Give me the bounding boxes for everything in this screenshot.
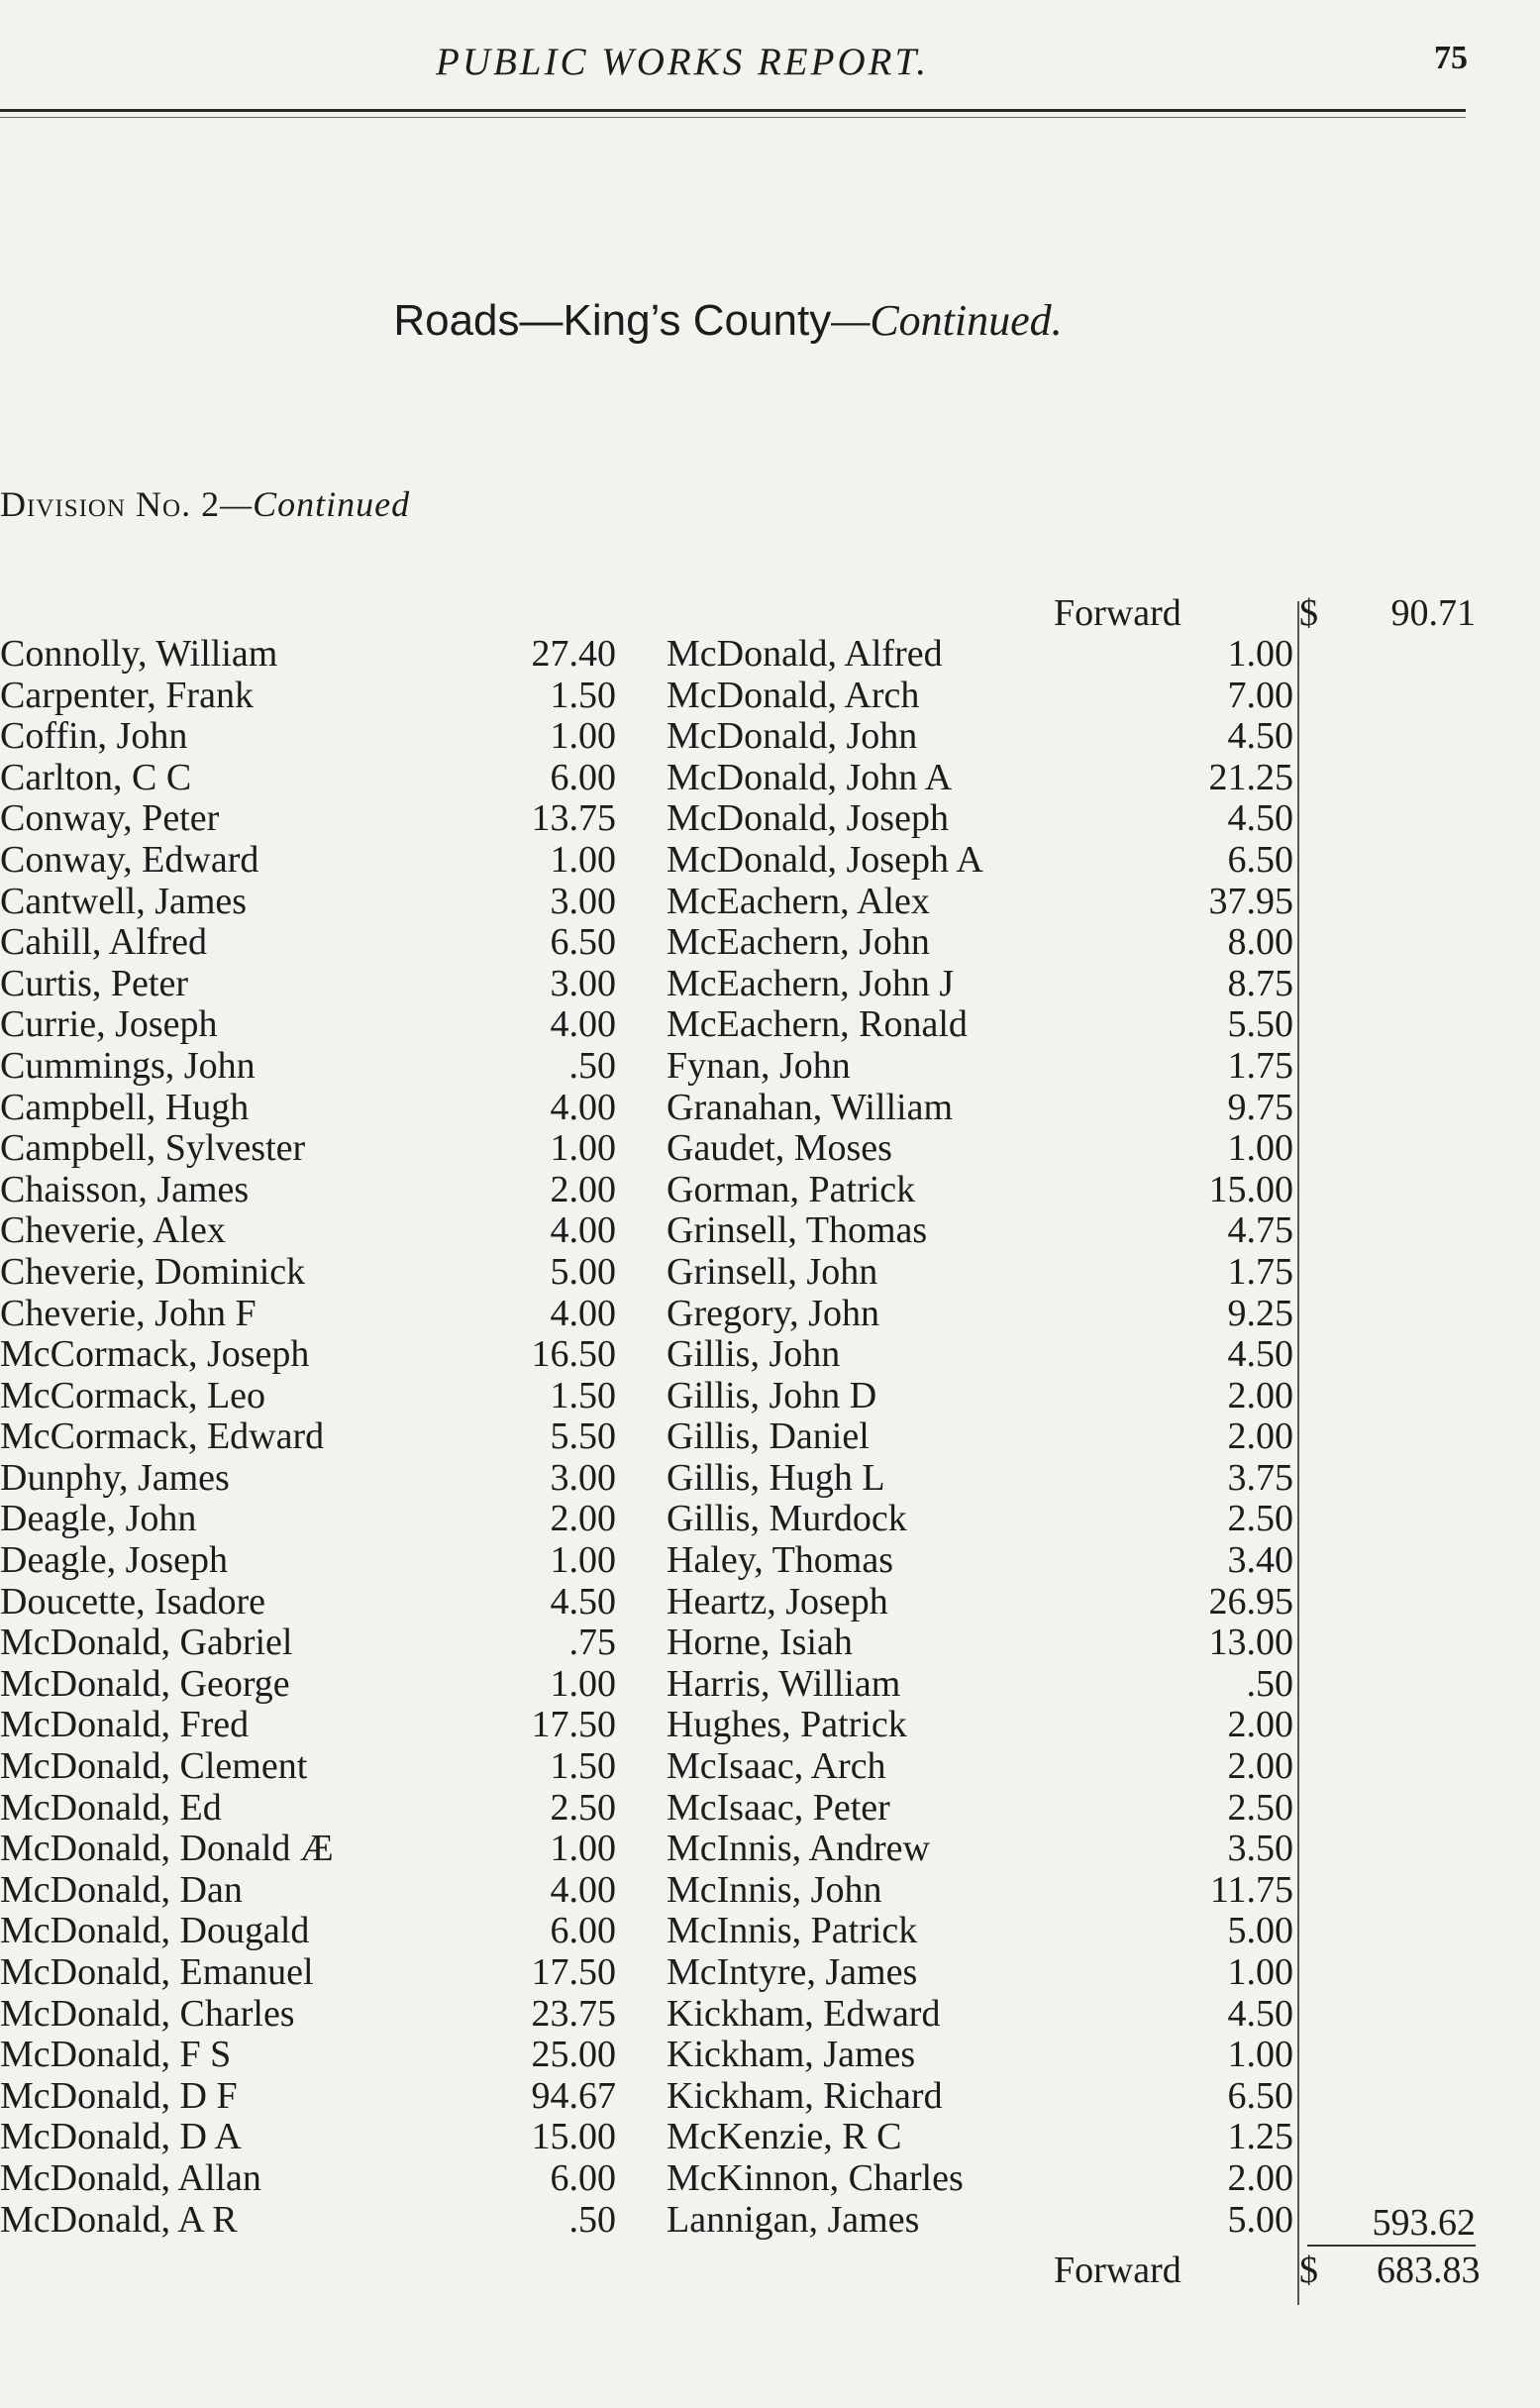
right-name: Lannigan, James xyxy=(667,2198,920,2241)
right-amount: 3.50 xyxy=(1227,1828,1293,1870)
right-name: McDonald, John xyxy=(667,715,918,758)
left-amount: .75 xyxy=(568,1622,616,1664)
left-name: McDonald, Dan xyxy=(0,1868,243,1911)
division-heading xyxy=(0,483,410,525)
left-amount: 6.00 xyxy=(550,1910,616,1952)
ledger-row xyxy=(0,1046,1540,1088)
left-amount: 1.00 xyxy=(550,1662,616,1705)
left-amount: .50 xyxy=(568,1044,616,1087)
left-name: McCormack, Joseph xyxy=(0,1333,310,1376)
ledger-row xyxy=(0,1746,1540,1788)
left-name: McDonald, Ed xyxy=(0,1786,222,1829)
ledger-row xyxy=(0,1210,1540,1252)
left-name: McDonald, Clement xyxy=(0,1745,308,1788)
left-name: McDonald, A R xyxy=(0,2198,238,2241)
ledger-row xyxy=(0,1664,1540,1706)
ledger-row xyxy=(0,2117,1540,2158)
ledger-row xyxy=(0,2158,1540,2200)
section-title xyxy=(0,295,1456,346)
ledger-row xyxy=(0,1705,1540,1746)
left-name: Carpenter, Frank xyxy=(0,674,254,716)
forward-amount: 90.71 xyxy=(1390,592,1476,634)
ledger-row xyxy=(0,1294,1540,1335)
right-name: McEachern, John xyxy=(667,921,930,964)
dollar-sign: $ xyxy=(1299,592,1318,634)
forward-carried xyxy=(0,2249,1540,2292)
left-name: McDonald, F S xyxy=(0,2034,232,2076)
total-rule xyxy=(1307,2245,1476,2247)
running-title: PUBLIC WORKS REPORT. xyxy=(436,41,929,83)
left-amount: 1.00 xyxy=(550,1828,616,1870)
ledger-row xyxy=(0,1376,1540,1417)
left-name: Cheverie, Dominick xyxy=(0,1250,306,1293)
right-name: Hughes, Patrick xyxy=(667,1704,907,1746)
left-name: McDonald, Donald Æ xyxy=(0,1828,334,1870)
left-amount: 4.00 xyxy=(550,1086,616,1128)
left-amount: 17.50 xyxy=(531,1951,616,1993)
forward-label: Forward xyxy=(1054,2250,1181,2291)
left-amount: 6.50 xyxy=(550,921,616,964)
right-amount: 9.75 xyxy=(1227,1086,1293,1128)
page-number: 75 xyxy=(1434,40,1468,76)
right-name: Gorman, Patrick xyxy=(667,1168,916,1210)
right-amount: 37.95 xyxy=(1208,880,1293,922)
right-amount: 8.75 xyxy=(1227,962,1293,1004)
right-amount: 7.00 xyxy=(1227,674,1293,716)
left-amount: 6.00 xyxy=(550,756,616,798)
right-name: McIsaac, Arch xyxy=(667,1745,886,1788)
left-amount: 1.50 xyxy=(550,1374,616,1416)
left-name: McDonald, Charles xyxy=(0,1992,295,2035)
left-name: Cahill, Alfred xyxy=(0,921,207,964)
right-name: McEachern, John J xyxy=(667,962,955,1004)
left-name: Chaisson, James xyxy=(0,1168,250,1210)
ledger-row xyxy=(0,882,1540,923)
left-name: McDonald, Dougald xyxy=(0,1910,310,1952)
left-amount: 6.00 xyxy=(550,2156,616,2199)
ledger-row xyxy=(0,1170,1540,1211)
right-amount: 26.95 xyxy=(1208,1580,1293,1623)
ledger-row xyxy=(0,1911,1540,1952)
left-amount: 25.00 xyxy=(531,2034,616,2076)
ledger-row xyxy=(0,1334,1540,1376)
left-amount: 2.50 xyxy=(550,1786,616,1829)
right-name: Horne, Isiah xyxy=(667,1622,853,1664)
running-head xyxy=(0,36,1540,95)
right-name: Kickham, Richard xyxy=(667,2074,943,2117)
ledger-row xyxy=(0,1458,1540,1500)
right-amount: 5.00 xyxy=(1227,1910,1293,1952)
right-amount: 5.00 xyxy=(1227,2198,1293,2241)
ledger-row xyxy=(0,798,1540,840)
right-amount: 2.00 xyxy=(1227,1374,1293,1416)
right-name: Grinsell, John xyxy=(667,1250,878,1293)
ledger-row xyxy=(0,2200,1540,2242)
right-amount: 13.00 xyxy=(1208,1622,1293,1664)
right-name: Gillis, Murdock xyxy=(667,1498,907,1540)
left-name: Cantwell, James xyxy=(0,880,248,922)
ledger-row xyxy=(0,676,1540,717)
forward-brought xyxy=(0,591,1540,635)
right-amount: 4.50 xyxy=(1227,1992,1293,2035)
ledger-row xyxy=(0,1952,1540,1994)
left-name: Dunphy, James xyxy=(0,1456,230,1499)
right-name: Gregory, John xyxy=(667,1292,879,1334)
right-amount: 1.00 xyxy=(1227,1127,1293,1170)
right-amount: 2.00 xyxy=(1227,1704,1293,1746)
header-rule-thin xyxy=(0,117,1466,118)
left-name: McDonald, D F xyxy=(0,2074,238,2117)
left-amount: 4.00 xyxy=(550,1292,616,1334)
right-name: Grinsell, Thomas xyxy=(667,1209,928,1252)
right-name: McInnis, John xyxy=(667,1868,882,1911)
left-amount: 94.67 xyxy=(531,2074,616,2117)
right-amount: 1.00 xyxy=(1227,2034,1293,2076)
left-name: McDonald, Gabriel xyxy=(0,1622,293,1664)
right-name: Haley, Thomas xyxy=(667,1539,894,1582)
right-name: Kickham, James xyxy=(667,2034,916,2076)
left-amount: 1.00 xyxy=(550,1539,616,1582)
left-name: McDonald, George xyxy=(0,1662,290,1705)
right-name: Gaudet, Moses xyxy=(667,1127,892,1170)
forward-amount: 683.83 xyxy=(1377,2250,1481,2291)
left-name: Deagle, John xyxy=(0,1498,197,1540)
right-amount: 4.75 xyxy=(1227,1209,1293,1252)
right-amount: 2.00 xyxy=(1227,1745,1293,1788)
left-amount: 2.00 xyxy=(550,1498,616,1540)
right-amount: 2.50 xyxy=(1227,1498,1293,1540)
left-name: McDonald, Emanuel xyxy=(0,1951,314,1993)
right-amount: 1.00 xyxy=(1227,1951,1293,1993)
left-amount: 5.50 xyxy=(550,1415,616,1458)
left-name: Cummings, John xyxy=(0,1044,256,1087)
left-amount: 23.75 xyxy=(531,1992,616,2035)
right-amount: 9.25 xyxy=(1227,1292,1293,1334)
left-name: Connolly, William xyxy=(0,633,278,675)
right-name: Gillis, John D xyxy=(667,1374,877,1416)
ledger-row xyxy=(0,1788,1540,1830)
right-name: Granahan, William xyxy=(667,1086,954,1128)
section-title-continued: —Continued. xyxy=(831,296,1063,345)
right-amount: 4.50 xyxy=(1227,715,1293,758)
right-name: McInnis, Patrick xyxy=(667,1910,918,1952)
page-subtotal: 593.62 xyxy=(1372,2202,1476,2244)
left-amount: 13.75 xyxy=(531,797,616,840)
left-name: Curtis, Peter xyxy=(0,962,188,1004)
right-amount: 5.50 xyxy=(1227,1003,1293,1046)
right-name: Kickham, Edward xyxy=(667,1992,941,2035)
ledger-row xyxy=(0,922,1540,964)
right-name: McKenzie, R C xyxy=(667,2116,902,2158)
left-name: Doucette, Isadore xyxy=(0,1580,265,1623)
left-amount: 3.00 xyxy=(550,1456,616,1499)
right-amount: 15.00 xyxy=(1208,1168,1293,1210)
ledger-row xyxy=(0,1582,1540,1623)
right-amount: 6.50 xyxy=(1227,2074,1293,2117)
left-amount: 2.00 xyxy=(550,1168,616,1210)
left-name: Campbell, Hugh xyxy=(0,1086,250,1128)
left-amount: 4.00 xyxy=(550,1209,616,1252)
right-name: McDonald, Alfred xyxy=(667,633,943,675)
right-name: McEachern, Alex xyxy=(667,880,930,922)
right-name: McDonald, Joseph xyxy=(667,797,949,840)
right-name: McEachern, Ronald xyxy=(667,1003,968,1046)
ledger-row xyxy=(0,634,1540,676)
right-amount: 1.25 xyxy=(1227,2116,1293,2158)
left-amount: 3.00 xyxy=(550,880,616,922)
left-amount: 16.50 xyxy=(531,1333,616,1376)
ledger-row xyxy=(0,840,1540,882)
left-name: McCormack, Edward xyxy=(0,1415,325,1458)
section-title-main: Roads—King’s County xyxy=(393,296,832,345)
ledger-row xyxy=(0,964,1540,1005)
dollar-sign: $ xyxy=(1299,2250,1318,2291)
right-amount: 21.25 xyxy=(1208,756,1293,798)
division-label: Division No. 2 xyxy=(0,484,221,524)
right-name: McDonald, John A xyxy=(667,756,953,798)
right-name: McIsaac, Peter xyxy=(667,1786,890,1829)
left-name: McDonald, Allan xyxy=(0,2156,261,2199)
ledger-row xyxy=(0,758,1540,799)
ledger-row xyxy=(0,1252,1540,1294)
left-name: Currie, Joseph xyxy=(0,1003,218,1046)
forward-label: Forward xyxy=(1054,592,1181,634)
ledger-row xyxy=(0,1004,1540,1046)
right-name: McDonald, Arch xyxy=(667,674,920,716)
right-name: Gillis, Hugh L xyxy=(667,1456,885,1499)
left-name: Conway, Peter xyxy=(0,797,220,840)
right-amount: 3.40 xyxy=(1227,1539,1293,1582)
right-name: Heartz, Joseph xyxy=(667,1580,888,1623)
left-name: Cheverie, Alex xyxy=(0,1209,226,1252)
right-amount: 2.50 xyxy=(1227,1786,1293,1829)
right-name: Fynan, John xyxy=(667,1044,851,1087)
left-name: McCormack, Leo xyxy=(0,1374,266,1416)
left-amount: 5.00 xyxy=(550,1250,616,1293)
header-rule xyxy=(0,109,1466,112)
left-amount: 4.00 xyxy=(550,1003,616,1046)
right-amount: 3.75 xyxy=(1227,1456,1293,1499)
ledger-row xyxy=(0,1994,1540,2036)
left-amount: 1.50 xyxy=(550,674,616,716)
left-amount: 27.40 xyxy=(531,633,616,675)
right-name: McIntyre, James xyxy=(667,1951,918,1993)
right-name: Gillis, Daniel xyxy=(667,1415,870,1458)
right-amount: 2.00 xyxy=(1227,2156,1293,2199)
ledger-row xyxy=(0,1870,1540,1912)
left-name: Coffin, John xyxy=(0,715,188,758)
right-name: Harris, William xyxy=(667,1662,901,1705)
left-amount: 4.50 xyxy=(550,1580,616,1623)
right-amount: .50 xyxy=(1246,1662,1293,1705)
ledger-row xyxy=(0,1829,1540,1870)
left-amount: 1.50 xyxy=(550,1745,616,1788)
left-name: Conway, Edward xyxy=(0,838,259,881)
right-amount: 8.00 xyxy=(1227,921,1293,964)
right-amount: 1.75 xyxy=(1227,1044,1293,1087)
left-name: Cheverie, John F xyxy=(0,1292,257,1334)
right-name: Gillis, John xyxy=(667,1333,841,1376)
ledger-row xyxy=(0,1623,1540,1664)
left-name: McDonald, D A xyxy=(0,2116,242,2158)
left-name: Campbell, Sylvester xyxy=(0,1127,306,1170)
left-name: McDonald, Fred xyxy=(0,1704,250,1746)
ledger-row xyxy=(0,2076,1540,2118)
ledger-row xyxy=(0,1088,1540,1129)
ledger-row xyxy=(0,716,1540,758)
left-amount: 1.00 xyxy=(550,715,616,758)
right-amount: 2.00 xyxy=(1227,1415,1293,1458)
ledger-row xyxy=(0,1499,1540,1540)
right-amount: 4.50 xyxy=(1227,1333,1293,1376)
left-amount: 15.00 xyxy=(531,2116,616,2158)
right-name: McDonald, Joseph A xyxy=(667,838,983,881)
left-name: Deagle, Joseph xyxy=(0,1539,229,1582)
left-name: Carlton, C C xyxy=(0,756,192,798)
left-amount: 3.00 xyxy=(550,962,616,1004)
left-amount: 1.00 xyxy=(550,1127,616,1170)
ledger-row xyxy=(0,1128,1540,1170)
right-amount: 11.75 xyxy=(1209,1868,1293,1911)
right-amount: 1.00 xyxy=(1227,633,1293,675)
right-amount: 1.75 xyxy=(1227,1250,1293,1293)
right-name: McKinnon, Charles xyxy=(667,2156,964,2199)
right-amount: 6.50 xyxy=(1227,838,1293,881)
ledger-row xyxy=(0,1416,1540,1458)
right-amount: 4.50 xyxy=(1227,797,1293,840)
left-amount: 4.00 xyxy=(550,1868,616,1911)
ledger-entries xyxy=(0,634,1540,2241)
left-amount: 17.50 xyxy=(531,1704,616,1746)
right-name: McInnis, Andrew xyxy=(667,1828,930,1870)
division-continued: —Continued xyxy=(220,484,411,524)
left-amount: 1.00 xyxy=(550,838,616,881)
ledger-row xyxy=(0,1540,1540,1582)
left-amount: .50 xyxy=(568,2198,616,2241)
ledger-row xyxy=(0,2035,1540,2076)
